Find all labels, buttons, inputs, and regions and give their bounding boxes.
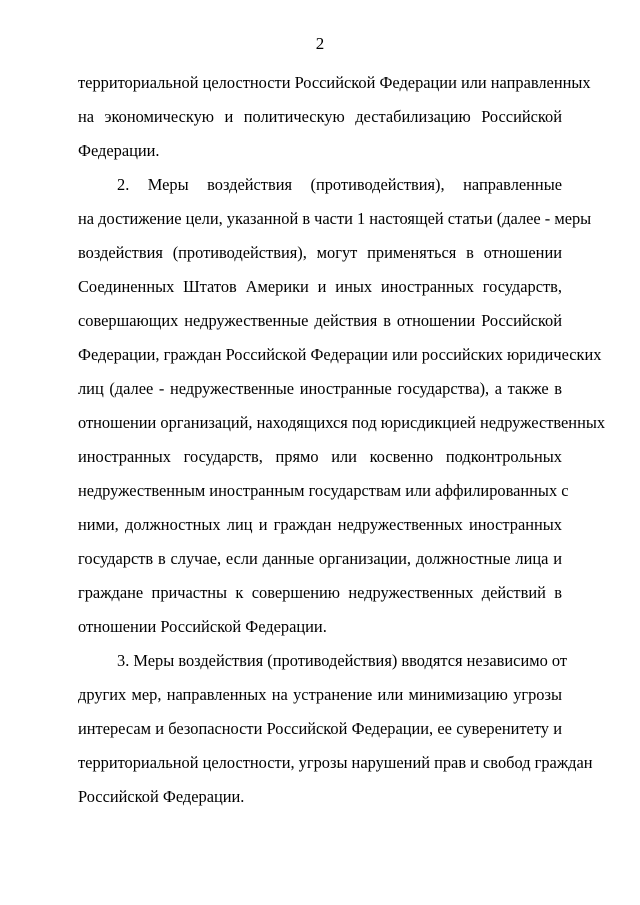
text-line: воздействия (противодействия), могут применяться в отношении bbox=[78, 243, 562, 262]
page-number: 2 bbox=[315, 34, 325, 53]
text-line: других мер, направленных на устранение или минимизацию угрозы bbox=[78, 685, 562, 704]
text-line: Российской Федерации. bbox=[78, 787, 245, 806]
text-line: на достижение цели, указанной в части 1 настоящей статьи (далее - меры bbox=[78, 209, 592, 228]
text-line: иностранных государств, прямо или косвенно подконтрольных bbox=[78, 447, 562, 466]
paragraph-1 bbox=[78, 66, 591, 168]
text-line: граждане причастны к совершению недружественных действий в bbox=[78, 583, 562, 602]
text-line: ними, должностных лиц и граждан недружественных иностранных bbox=[78, 515, 562, 534]
text-line: 3. Меры воздействия (противодействия) вводятся независимо от bbox=[117, 651, 568, 670]
text-line: государств в случае, если данные организации, должностные лица и bbox=[78, 549, 562, 568]
text-line: на экономическую и политическую дестабилизацию Российской bbox=[78, 107, 562, 126]
text-line: лиц (далее - недружественные иностранные государства), а также в bbox=[78, 379, 562, 398]
paragraph-3 bbox=[78, 644, 593, 814]
text-line: территориальной целостности, угрозы нарушений прав и свобод граждан bbox=[78, 753, 593, 772]
text-line: Соединенных Штатов Америки и иных иностранных государств, bbox=[78, 277, 562, 296]
text-line: интересам и безопасности Российской Федерации, ее суверенитету и bbox=[78, 719, 562, 738]
paragraph-2 bbox=[78, 168, 606, 644]
text-line: совершающих недружественные действия в отношении Российской bbox=[78, 311, 562, 330]
text-line: 2. Меры воздействия (противодействия), направленные bbox=[117, 175, 562, 194]
text-line: недружественным иностранным государствам или аффилированных с bbox=[78, 481, 569, 500]
text-line: отношении организаций, находящихся под юрисдикцией недружественных bbox=[78, 413, 606, 432]
text-line: Федерации, граждан Российской Федерации или российских юридических bbox=[78, 345, 602, 364]
document-body bbox=[78, 66, 606, 814]
text-line: территориальной целостности Российской Федерации или направленных bbox=[78, 73, 591, 92]
text-line: Федерации. bbox=[78, 141, 160, 160]
text-line: отношении Российской Федерации. bbox=[78, 617, 327, 636]
